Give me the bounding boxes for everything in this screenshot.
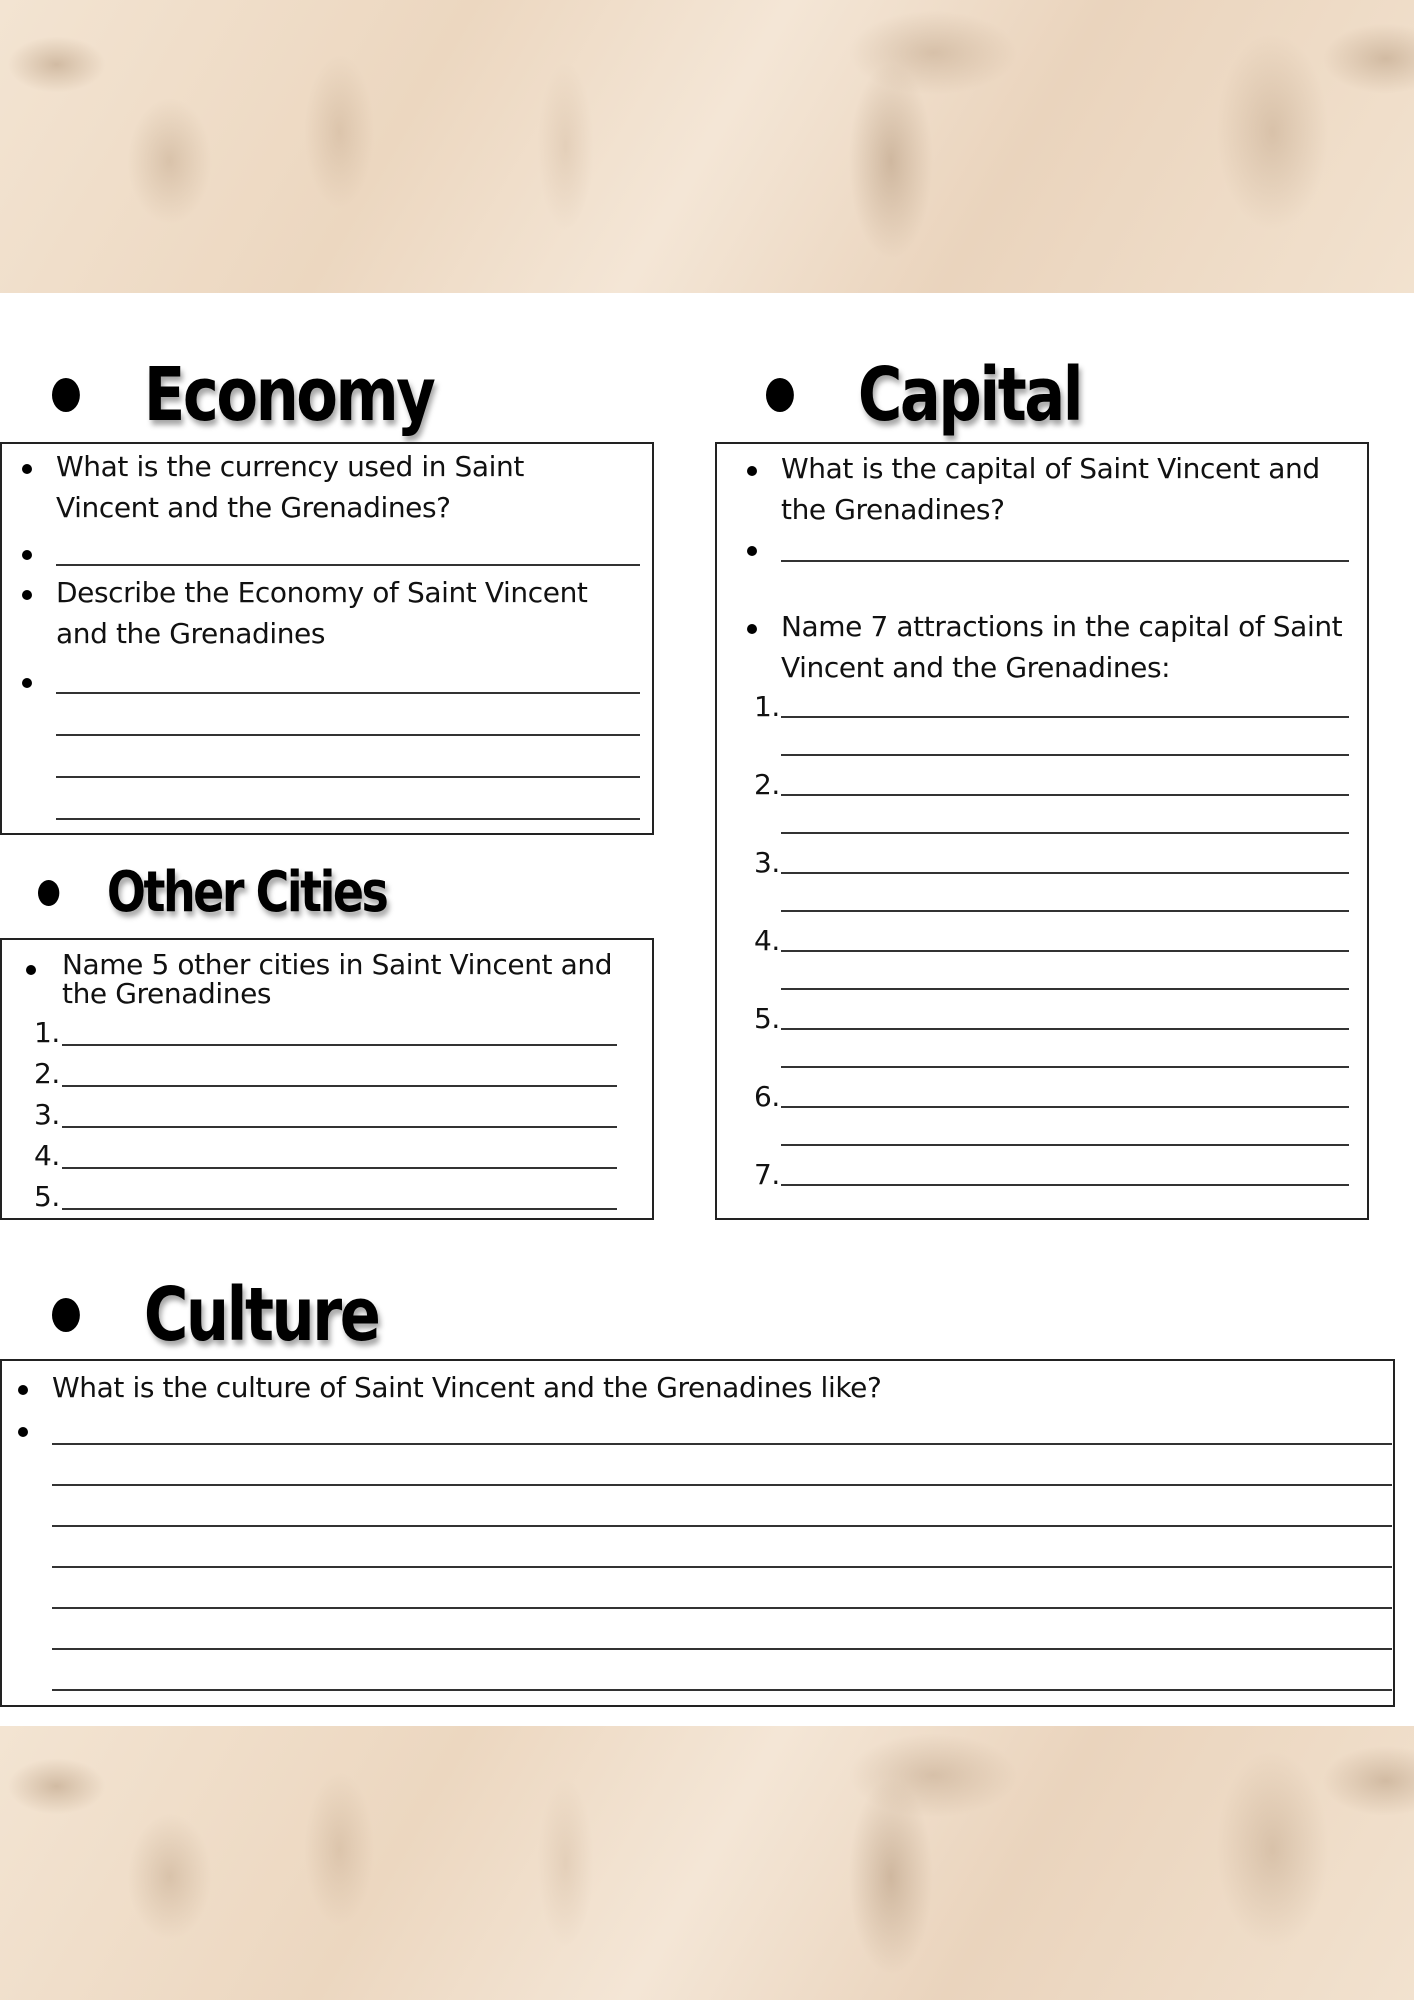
city-number: 4. [34, 1139, 60, 1172]
attraction-line-6b[interactable] [781, 1144, 1349, 1146]
culture-line-7[interactable] [52, 1689, 1392, 1691]
sand-banner-bottom [0, 1726, 1414, 2000]
city-line-4[interactable] [62, 1167, 617, 1169]
capital-question-2: Name 7 attractions in the capital of Saint Vincent and the Grenadines: [781, 610, 1343, 684]
capital-box [715, 442, 1369, 1220]
answer-line-economy-2[interactable] [56, 734, 640, 736]
culture-line-2[interactable] [52, 1484, 1392, 1486]
capital-title: Capital [857, 352, 1082, 438]
bullet-icon [747, 624, 757, 634]
attraction-line-4b[interactable] [781, 988, 1349, 990]
sand-banner-top [0, 0, 1414, 293]
answer-line-economy-3[interactable] [56, 776, 640, 778]
city-line-5[interactable] [62, 1208, 617, 1210]
answer-line-capital[interactable] [781, 560, 1349, 562]
attraction-number: 6. [754, 1080, 780, 1113]
attraction-line-5b[interactable] [781, 1066, 1349, 1068]
city-number: 2. [34, 1057, 60, 1090]
attraction-line-7a[interactable] [781, 1184, 1349, 1186]
bullet-icon [18, 1427, 28, 1437]
attraction-line-5a[interactable] [781, 1028, 1349, 1030]
heading-bullet-icon [38, 880, 59, 906]
economy-box [0, 442, 654, 835]
economy-title: Economy [143, 352, 434, 438]
culture-line-5[interactable] [52, 1607, 1392, 1609]
culture-line-3[interactable] [52, 1525, 1392, 1527]
other-cities-question: Name 5 other cities in Saint Vincent and the Grenadines [62, 948, 613, 1010]
city-line-1[interactable] [62, 1044, 617, 1046]
attraction-line-3b[interactable] [781, 910, 1349, 912]
bullet-icon [22, 678, 32, 688]
attraction-line-1a[interactable] [781, 716, 1349, 718]
culture-line-1[interactable] [52, 1443, 1392, 1445]
attraction-number: 4. [754, 924, 780, 957]
bullet-icon [22, 550, 32, 560]
bullet-icon [22, 464, 32, 474]
other-cities-heading [38, 860, 386, 925]
culture-question: What is the culture of Saint Vincent and the Grenadines like? [52, 1371, 882, 1404]
culture-heading [52, 1272, 378, 1358]
answer-line-economy-1[interactable] [56, 692, 640, 694]
attraction-line-3a[interactable] [781, 872, 1349, 874]
bullet-icon [22, 590, 32, 600]
answer-line-currency[interactable] [56, 564, 640, 566]
attraction-line-6a[interactable] [781, 1106, 1349, 1108]
city-line-2[interactable] [62, 1085, 617, 1087]
culture-box [0, 1359, 1395, 1707]
culture-line-4[interactable] [52, 1566, 1392, 1568]
other-cities-box [0, 938, 654, 1220]
heading-bullet-icon [52, 1298, 80, 1332]
culture-title: Culture [143, 1272, 379, 1358]
bullet-icon [18, 1385, 28, 1395]
attraction-number: 5. [754, 1002, 780, 1035]
city-number: 3. [34, 1098, 60, 1131]
bullet-icon [747, 466, 757, 476]
heading-bullet-icon [766, 378, 794, 412]
attraction-number: 2. [754, 768, 780, 801]
attraction-line-2a[interactable] [781, 794, 1349, 796]
economy-heading [52, 352, 433, 438]
city-line-3[interactable] [62, 1126, 617, 1128]
capital-question-1: What is the capital of Saint Vincent and the Grenadines? [781, 452, 1320, 526]
attraction-number: 1. [754, 690, 780, 723]
economy-question-1: What is the currency used in Saint Vincent and the Grenadines? [56, 450, 524, 524]
attraction-line-1b[interactable] [781, 754, 1349, 756]
capital-heading [766, 352, 1081, 438]
answer-line-economy-4[interactable] [56, 818, 640, 820]
attraction-line-2b[interactable] [781, 832, 1349, 834]
city-number: 5. [34, 1180, 60, 1213]
culture-line-6[interactable] [52, 1648, 1392, 1650]
attraction-number: 3. [754, 846, 780, 879]
bullet-icon [26, 965, 36, 975]
city-number: 1. [34, 1016, 60, 1049]
bullet-icon [747, 546, 757, 556]
attraction-number: 7. [754, 1158, 780, 1191]
other-cities-title: Other Cities [106, 860, 387, 925]
economy-question-2: Describe the Economy of Saint Vincent and the Grenadines [56, 576, 588, 650]
attraction-line-4a[interactable] [781, 950, 1349, 952]
heading-bullet-icon [52, 378, 80, 412]
